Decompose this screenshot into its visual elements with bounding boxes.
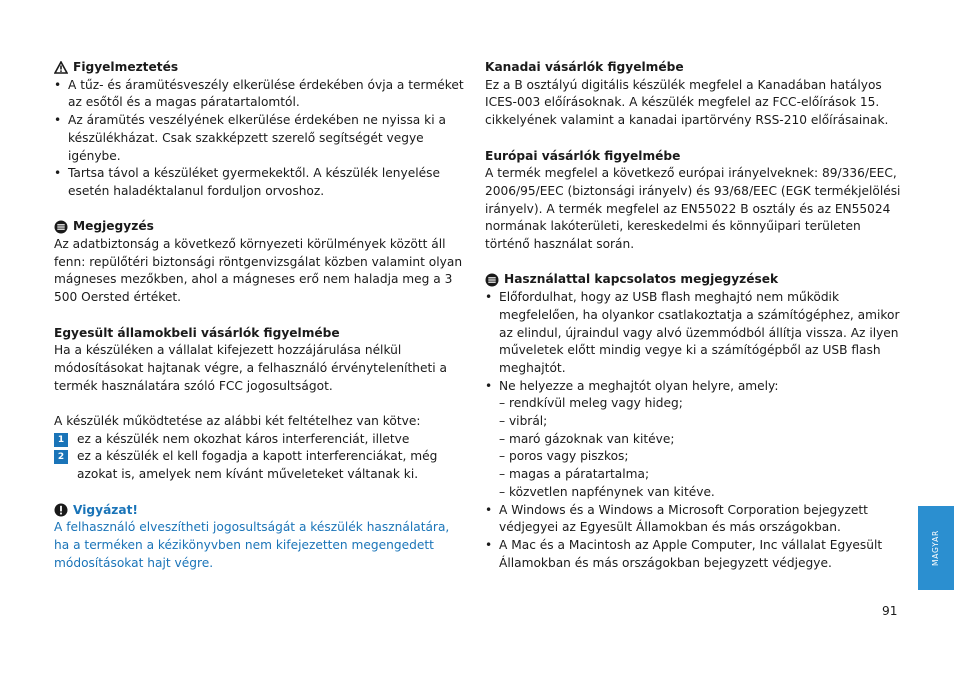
usage-list: [485, 289, 905, 395]
list-item: • Tartsa távol a készüléket gyermekektől. A készülék lenyelése esetén haladéktalanul forduljon orvoshoz.: [54, 165, 472, 200]
page-number: 91: [882, 604, 898, 618]
caution-line: A felhasználó elveszítheti jogosultságát a készülék használatára,: [54, 520, 450, 535]
right-column: [485, 59, 905, 572]
usage-title: Használattal kapcsolatos megjegyzések: [504, 272, 779, 287]
caution-block: [54, 502, 472, 573]
dash-item: – poros vagy piszkos;: [499, 449, 629, 464]
language-tab-label: MAGYAR: [931, 529, 941, 567]
usage-heading: [485, 271, 905, 289]
note-icon: [54, 220, 68, 234]
list-item: • Előfordulhat, hogy az USB flash meghajtó nem működik megfelelően, ha olyankor csatlakoztatja a számítógéphez, amikor az elindul, újraindul vagy alvó üzemmódból állítja vissza. Az ilyen műveletek előtt mindig vegye ki a számítógépből az USB flash meghajtót.: [485, 289, 905, 378]
usa-heading: Egyesült államokbeli vásárlók figyelmébe: [54, 325, 340, 340]
warning-list: [54, 77, 472, 201]
europe-text: A termék megfelel a következő európai irányelveknek: 89/336/EEC, 2006/95/EEC (biztonsági irányelv) és 93/68/EEC (EGK termékjelölési irányelv). A termék megfelel az EN55022 B osztály és az EN55024 normának lakóterületi, kereskedelmi és könnyűipari területen történő használat során.: [485, 166, 901, 252]
condition-text: ez a készülék el kell fogadja a kapott interferenciákat, még azokat is, amelyek nem kívánt műveleteket váltanak ki.: [77, 449, 438, 482]
warning-heading: [54, 59, 472, 77]
caution-line: módosításokat hajt végre.: [54, 555, 214, 570]
list-item-text: Ne helyezze a meghajtót olyan helyre, amely:: [499, 378, 779, 393]
conditions-intro: A készülék működtetése az alábbi két feltételhez van kötve:: [54, 414, 421, 429]
dash-item: – magas a páratartalma;: [499, 467, 650, 482]
warning-triangle-icon: [54, 61, 68, 74]
note-heading: [54, 218, 472, 236]
dash-item: – közvetlen napfénynek van kitéve.: [499, 484, 715, 499]
list-item: • Az áramütés veszélyének elkerülése érdekében ne nyissa ki a készülékházat. Csak szakképzett szerelő segítségét vegye igénybe.: [54, 112, 472, 165]
caution-exclamation-icon: [54, 503, 68, 517]
dash-item: – rendkívül meleg vagy hideg;: [499, 396, 683, 411]
condition-text: ez a készülék nem okozhat káros interferenciát, illetve: [77, 431, 410, 446]
europe-heading: Európai vásárlók figyelmébe: [485, 148, 681, 163]
canada-text: Ez a B osztályú digitális készülék megfelel a Kanadában hatályos ICES-003 előírásoknak. A készülék megfelel az FCC-előírások 15. cikkelyének valamint a kanadai ipartörvény RSS-210 előírásainak.: [485, 77, 889, 128]
caution-line: ha a terméken a kézikönyvben nem kifejezetten megengedett: [54, 537, 434, 552]
usage-list-continued: [485, 502, 905, 573]
caution-heading: [54, 502, 472, 520]
note-title: Megjegyzés: [73, 219, 154, 234]
list-item: [485, 378, 905, 396]
note-text: Az adatbiztonság a következő környezeti körülmények között áll fenn: repülőtéri biztonsági röntgenvizsgálat közben valamint olyan mágneses mezőkben, ahol a mágneses erő nem haladja meg a 3 500 Oersted értéket.: [54, 237, 463, 305]
dash-item: – vibrál;: [499, 414, 548, 429]
dash-item: – maró gázoknak van kitéve;: [499, 431, 675, 446]
warning-title: Figyelmeztetés: [73, 60, 179, 74]
list-item: • A Mac és a Macintosh az Apple Computer, Inc vállalat Egyesült Államokban és más országokban bejegyzett védjegye.: [485, 537, 905, 572]
list-item: • A Windows és a Windows a Microsoft Corporation bejegyzett védjegyei az Egyesült Államokban és más országokban.: [485, 502, 905, 537]
language-tab: [918, 506, 954, 590]
note-icon: [485, 273, 499, 287]
left-column: [54, 59, 472, 572]
usa-text: Ha a készüléken a vállalat kifejezett hozzájárulása nélkül módosításokat hajtanak végre, a felhasználó érvénytelenítheti a termék használatára szóló FCC jogosultságot.: [54, 343, 447, 393]
caution-title: Vigyázat!: [73, 502, 138, 517]
number-badge: 1: [54, 433, 68, 447]
number-badge: 2: [54, 450, 68, 464]
condition-item: [54, 448, 472, 483]
list-item: • A tűz- és áramütésveszély elkerülése érdekében óvja a terméket az esőtől és a magas páratartalomtól.: [54, 77, 472, 112]
condition-item: [54, 431, 472, 449]
canada-heading: Kanadai vásárlók figyelmébe: [485, 60, 684, 74]
